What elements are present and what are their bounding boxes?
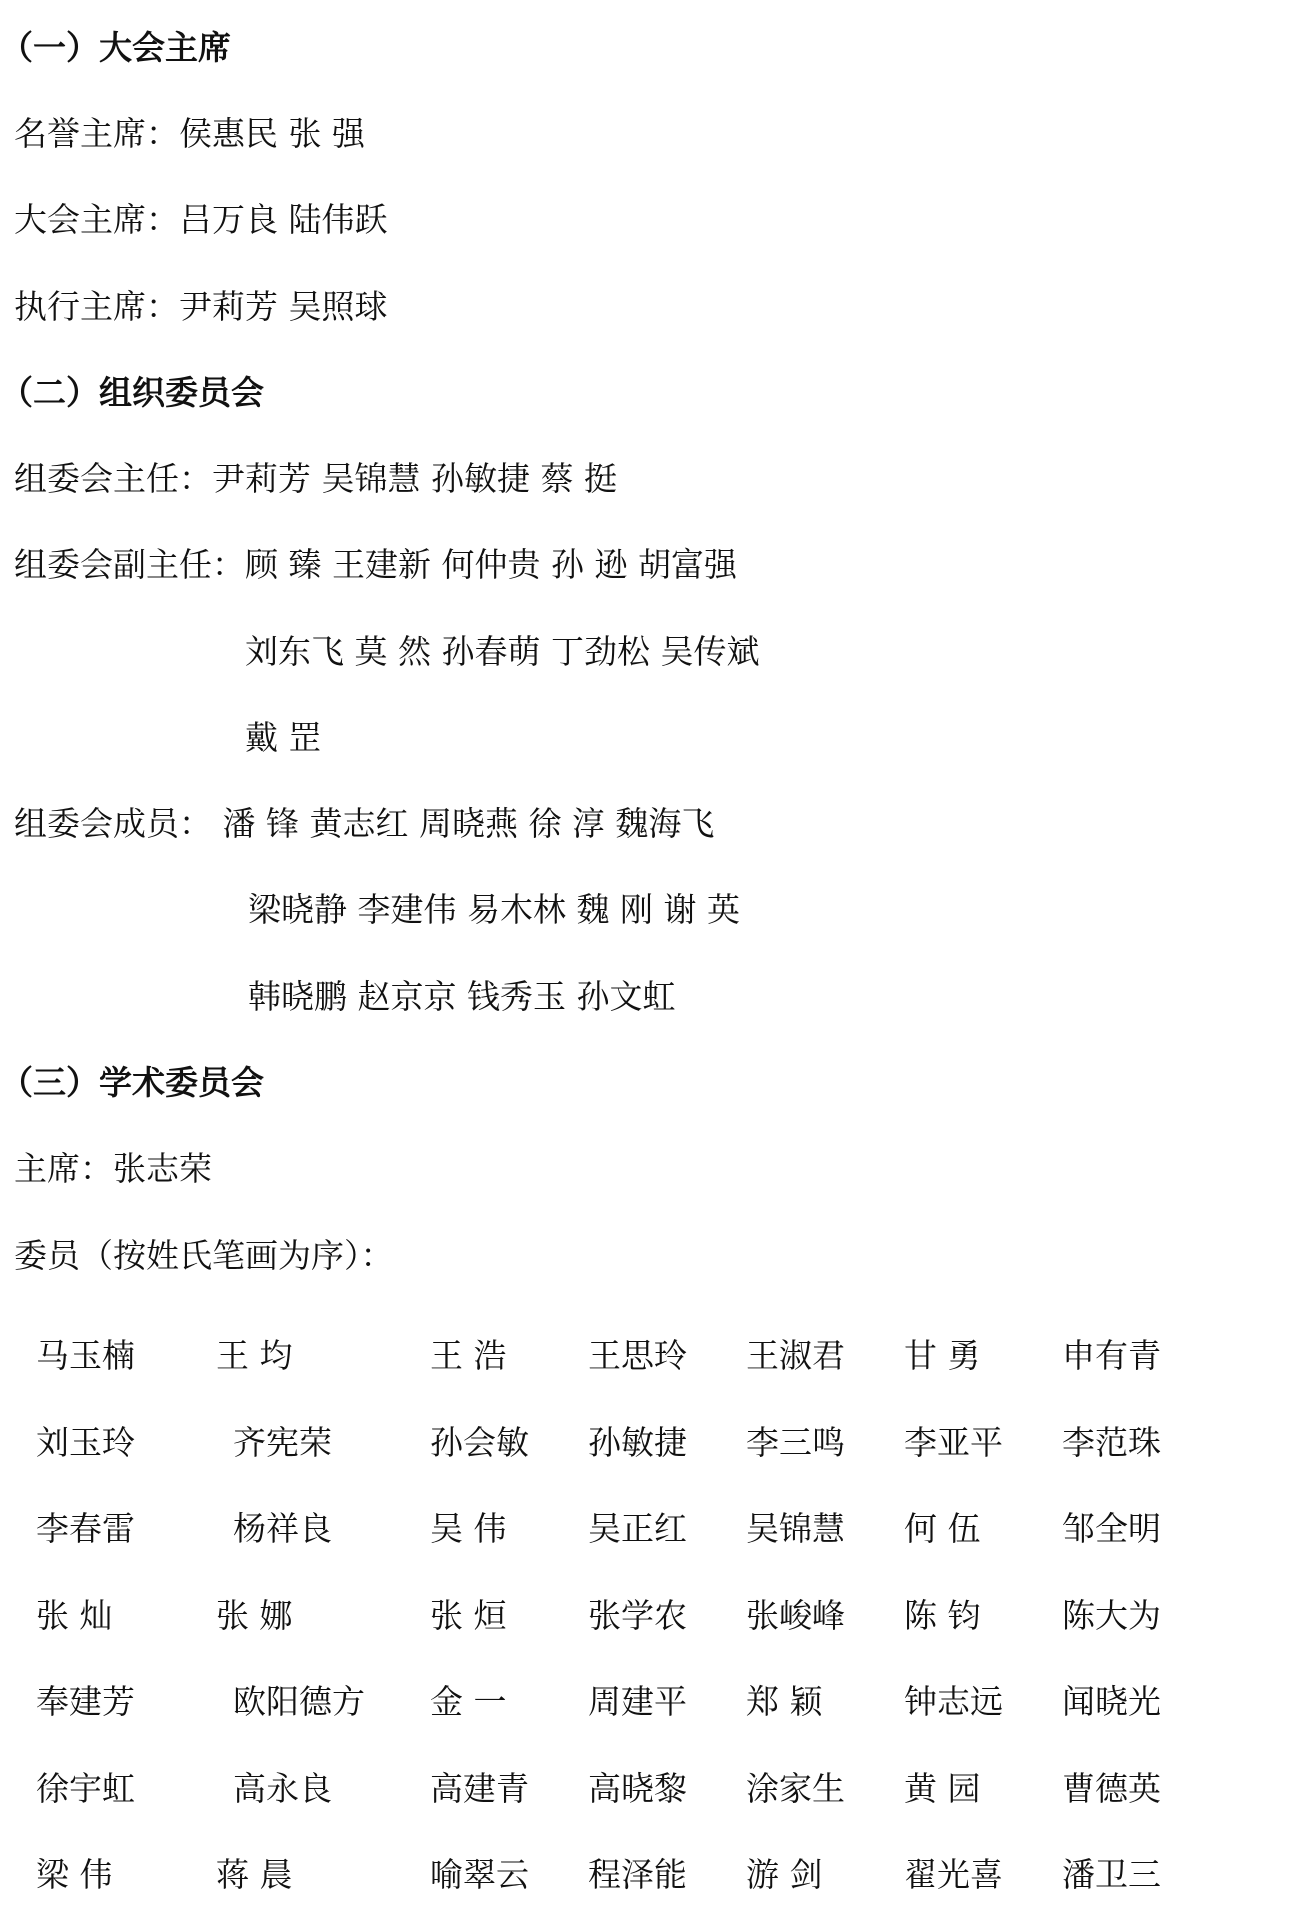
organizing-members-line-2: 梁晓静 李建伟 易木林 魏 刚 谢 英 [248, 890, 740, 929]
member-name: 郑 颖 [746, 1682, 823, 1721]
member-name: 高晓黎 [588, 1768, 687, 1808]
academic-chair-line: 主席：张志荣 [14, 1149, 212, 1188]
member-name: 程泽能 [588, 1855, 687, 1894]
member-name: 潘卫三 [1062, 1855, 1161, 1894]
organizing-members-line-3: 韩晓鹏 赵京京 钱秀玉 孙文虹 [248, 977, 676, 1016]
section-heading-congress-chairs: （一）大会主席 [0, 28, 231, 67]
member-name: 王 浩 [430, 1336, 507, 1375]
member-name: 高建青 [430, 1768, 529, 1808]
member-name: 钟志远 [904, 1682, 1003, 1721]
member-name: 申有青 [1062, 1336, 1161, 1375]
academic-members-label: 委员（按姓氏笔画为序）： [14, 1236, 394, 1275]
member-name: 张 娜 [216, 1595, 293, 1635]
member-name: 张 灿 [36, 1595, 113, 1635]
member-name: 欧阳德方 [233, 1682, 365, 1721]
member-name: 陈 钧 [904, 1595, 981, 1635]
member-name: 奉建芳 [36, 1682, 135, 1721]
member-name: 马玉楠 [36, 1336, 135, 1375]
member-name: 陈大为 [1062, 1595, 1161, 1635]
executive-chairs-line: 执行主席：尹莉芳 吴照球 [14, 287, 388, 326]
member-name: 王淑君 [746, 1336, 845, 1375]
member-name: 高永良 [233, 1768, 332, 1808]
member-name: 游 剑 [746, 1855, 823, 1894]
section-heading-organizing-committee: （二）组织委员会 [0, 373, 264, 412]
organizing-vice-directors-line-3: 戴 罡 [245, 718, 322, 757]
organizing-members-line: 组委会成员： 潘 锋 黄志红 周晓燕 徐 淳 魏海飞 [14, 804, 715, 843]
member-name: 李范珠 [1062, 1422, 1161, 1462]
member-name: 翟光喜 [904, 1855, 1003, 1894]
member-name: 邹全明 [1062, 1509, 1161, 1548]
member-name: 甘 勇 [904, 1336, 981, 1375]
member-name: 张峻峰 [746, 1595, 845, 1635]
member-name: 李亚平 [904, 1422, 1003, 1462]
member-name: 涂家生 [746, 1768, 845, 1808]
member-name: 张学农 [588, 1595, 687, 1635]
member-name: 闻晓光 [1062, 1682, 1161, 1721]
member-name: 孙敏捷 [588, 1422, 687, 1462]
member-name: 梁 伟 [36, 1855, 113, 1894]
member-name: 何 伍 [904, 1509, 981, 1548]
section-heading-academic-committee: （三）学术委员会 [0, 1063, 264, 1102]
member-name: 李三鸣 [746, 1422, 845, 1462]
member-name: 张 烜 [430, 1595, 507, 1635]
member-name: 蒋 晨 [216, 1855, 293, 1894]
member-name: 李春雷 [36, 1509, 135, 1548]
organizing-directors-line: 组委会主任：尹莉芳 吴锦慧 孙敏捷 蔡 挺 [14, 459, 617, 498]
congress-chairs-line: 大会主席：吕万良 陆伟跃 [14, 200, 388, 239]
member-name: 周建平 [588, 1682, 687, 1721]
member-name: 曹德英 [1062, 1768, 1161, 1808]
organizing-vice-directors-line: 组委会副主任：顾 臻 王建新 何仲贵 孙 逊 胡富强 [14, 545, 737, 584]
member-name: 孙会敏 [430, 1422, 529, 1462]
member-name: 王 均 [216, 1336, 293, 1375]
member-name: 喻翠云 [430, 1855, 529, 1894]
member-name: 齐宪荣 [233, 1422, 332, 1462]
member-name: 吴锦慧 [746, 1509, 845, 1548]
member-name: 杨祥良 [233, 1509, 332, 1548]
honorary-chairs-line: 名誉主席：侯惠民 张 强 [14, 114, 365, 153]
member-name: 刘玉玲 [36, 1422, 135, 1462]
member-name: 金 一 [430, 1682, 507, 1721]
member-name: 徐宇虹 [36, 1768, 135, 1808]
member-name: 吴正红 [588, 1509, 687, 1548]
organizing-vice-directors-line-2: 刘东飞 莫 然 孙春萌 丁劲松 吴传斌 [245, 632, 760, 671]
member-name: 黄 园 [904, 1768, 981, 1808]
member-name: 王思玲 [588, 1336, 687, 1375]
member-name: 吴 伟 [430, 1509, 507, 1548]
